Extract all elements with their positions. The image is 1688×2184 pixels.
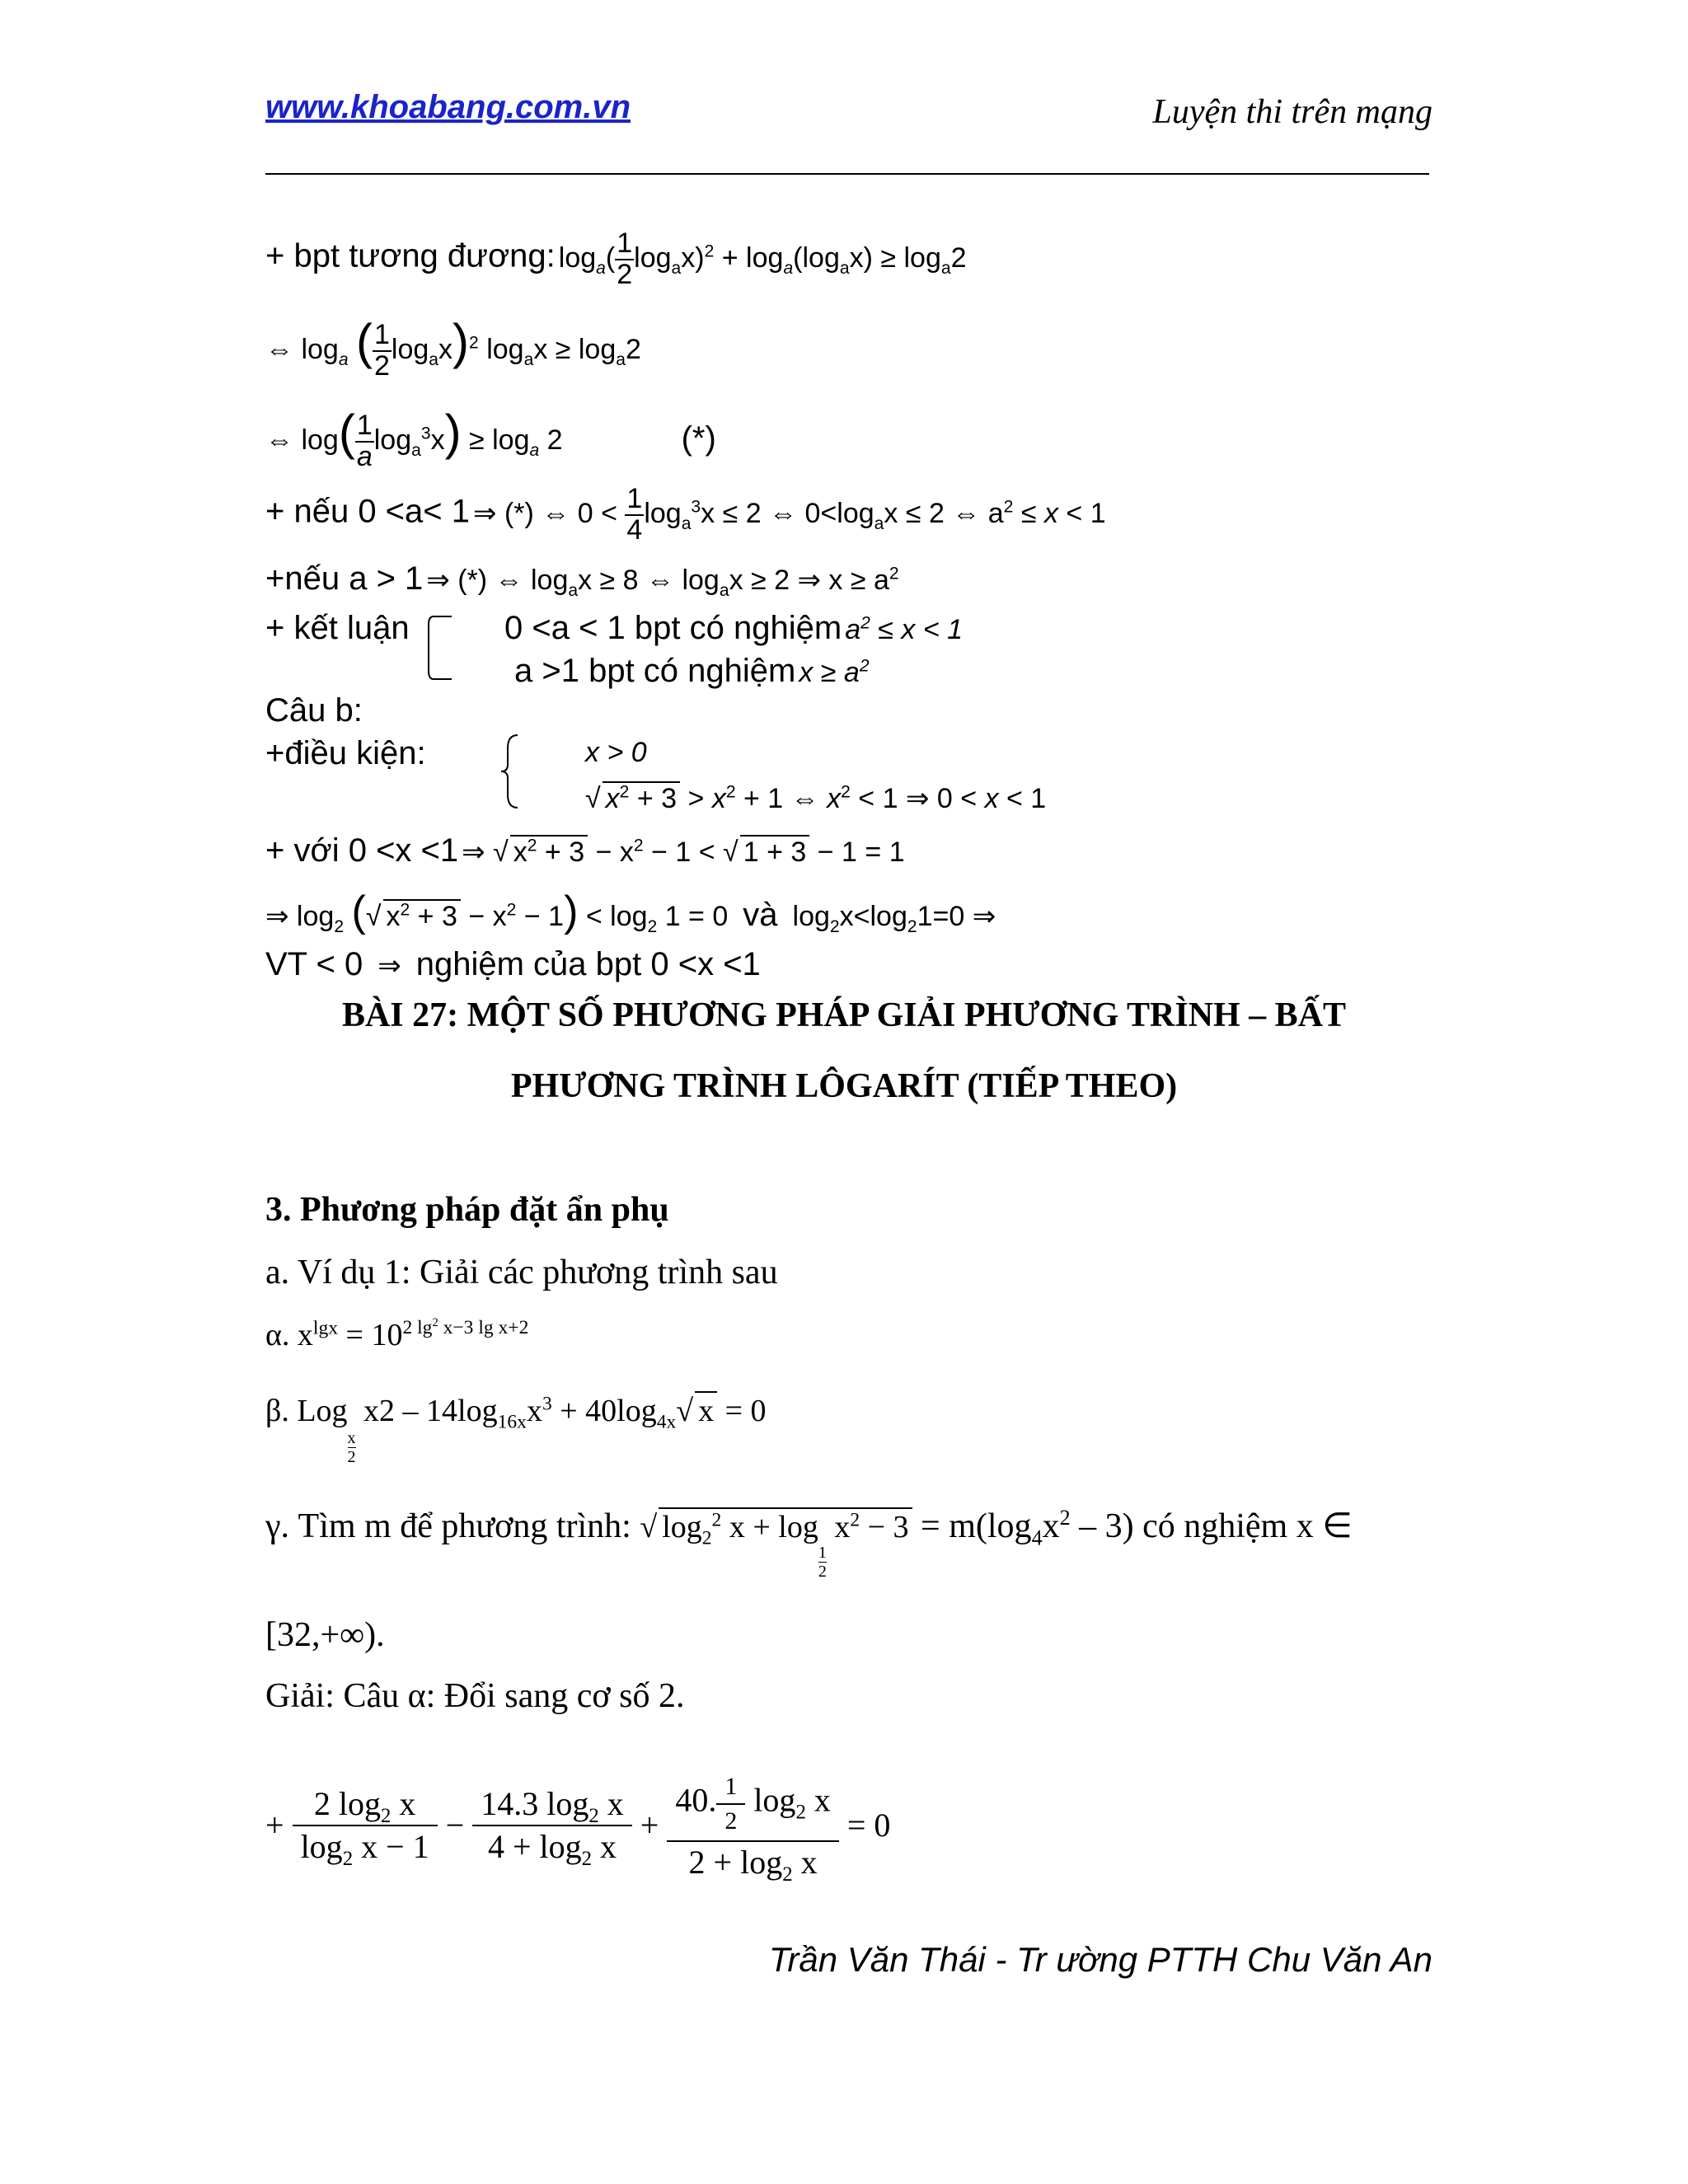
equation-alpha: α. $x^{lgx} = 10^{2 lg^2 x-3 lg x+2}$ [265,1316,529,1352]
formula: ⇒ √ $x^2 + 3 - x^2 - 1$ < √ 1 + 3 − 1 = 1 [462,836,905,868]
conclusion-case-2: a >1 bpt có nghiệm $x \ge a^2$ [514,653,870,689]
footer-author: Trần Văn Thái - Tr ường PTTH Chu Văn An [768,1940,1432,1979]
equation-gamma: γ. Tìm m để phương trình: √ $\log_2^2 x + \log$ $\frac{1}{2}$ $x^2 - 3 = m(\log_4x^2 - 3)$ có nghiệm x ∈ [265,1506,1353,1581]
conclusion-case-1: 0 <a < 1 bpt có nghiệm $a^2 \le x < 1$ [504,610,964,646]
lesson-title-line-2: PHƯƠNG TRÌNH LÔGARÍT (TIẾP THEO) [510,1067,1178,1105]
formula: $\log_a$( $\frac{1}{2}$ $\log_ax)^2 + \log_a(\log_ax) \ge \log_a2$ [558,227,967,290]
voi-line: + với 0 <x <1 ⇒ √ $x^2 + 3 - x^2 - 1$ < √ 1 + 3 − 1 = 1 [265,832,905,869]
formula: √ $\log_2^2 x + \log$ $\frac{1}{2}$ $x^2 - 3$ [640,1510,912,1544]
site-link[interactable]: www.khoabang.com.vn [265,89,631,125]
cau-b-label: Câu b: [265,692,363,729]
equation-final: + $\frac{2 \log_2 x}{\log_2 x - 1}$ − $\frac{14.3 \log_2 x}{4 + \log_2 x}$ + 40. $\frac{1}{2}$ $\log_2 x$ $2 + \log_2 x$ = 0 [265,1773,891,1886]
conclusion-line: + kết luận [265,610,410,646]
log-line: ⇒ $\log_2$ (√ $x^2 + 3 - x^2 - 1) < \log_2 1 = 0$ và $\log_2x<\log_21=0$ ⇒ [265,888,996,936]
formula: ⇔ log( $\frac{1}{a}$ $\log_a^3x) \ge \log_a 2$ [265,405,563,473]
condition-2 [585,781,1046,815]
header-rule [265,173,1429,175]
vt-line: VT < 0 ⇒ nghiệm của bpt 0 <x <1 [265,946,761,982]
condition-label: +điều kiện: [265,735,426,771]
interval-text: [32,+∞). [265,1616,385,1654]
formula: $\log_2x<\log_21=0$ ⇒ [792,901,996,936]
condition-1 [585,737,647,769]
formula: ⇔ $\log_a$ ( $\frac{1}{2}$ $\log_ax)^2$ $\log_ax \ge \log_a2$ [265,314,641,382]
formula: $x \ge a^2$ [799,656,870,688]
bracket-icon [425,613,458,682]
formula: √ $x^2 + 3 > x^2 + 1$ ⇔ $x^2 < 1$ ⇒ 0 < x < 1 [585,782,1047,814]
equation-beta: β. Log $\frac{x}{2}$ $x2 - 14\log_{16x}x^3 + 40\log_{4x}√$ x = 0 [265,1391,767,1466]
formula: ⇒ (*) ⇔ 0 < $\frac{1}{4}$ $\log_a^3x \le 2$ ⇔ $0<\log_ax \le 2$ ⇔ $a^2 \le x < 1$ [473,483,1106,546]
equation-line-5: +nếu a > 1 ⇒ (*) ⇔ $\log_ax \ge 8$ ⇔ $\log_ax \ge 2$ ⇒ $x \ge a^2$ [265,560,899,600]
equation-line-4: + nếu 0 <a< 1 ⇒ (*) ⇔ 0 < $\frac{1}{4}$ $\log_a^3x \le 2$ ⇔ $0<\log_ax \le 2$ ⇔ $a^2 \le x < 1$ [265,483,1106,546]
equation-line-2 [265,313,641,382]
equation-line-3: ⇔ log( $\frac{1}{a}$ $\log_a^3x) \ge \log_a 2$ (*) [265,405,716,473]
formula: ⇒ $\log_2$ (√ $x^2 + 3 - x^2 - 1) < \log_2 1 = 0$ [265,888,729,936]
formula: $a^2 \le x < 1$ [845,613,964,645]
example-heading: a. Ví dụ 1: Giải các phương trình sau [265,1254,778,1291]
solution-text: Giải: Câu α: Đổi sang cơ số 2. [265,1677,685,1715]
equation-line-1: + bpt tương đương: $\log_a$( $\frac{1}{2}$ $\log_ax)^2 + \log_a(\log_ax) \ge \log_a2$ [265,227,967,290]
formula: x > 0 [585,737,647,768]
header-tagline: Luyện thi trên mạng [1152,93,1432,131]
lesson-title-line-1: BÀI 27: MỘT SỐ PHƯƠNG PHÁP GIẢI PHƯƠNG TRÌNH – BẤT [341,996,1347,1034]
brace-icon [498,732,523,811]
formula: ⇒ (*) ⇔ $\log_ax \ge 8$ ⇔ $\log_ax \ge 2$ ⇒ $x \ge a^2$ [426,564,899,600]
section-heading: 3. Phương pháp đặt ẩn phụ [265,1191,669,1229]
